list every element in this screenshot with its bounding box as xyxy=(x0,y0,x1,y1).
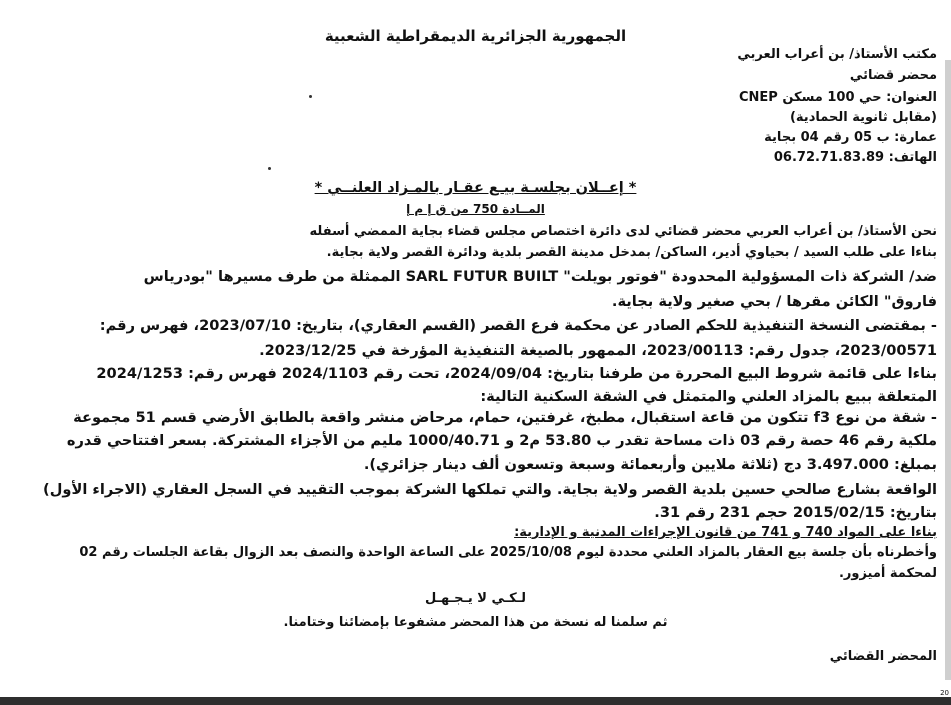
office-address-2: (مقابل ثانوية الحمادية) xyxy=(789,110,937,125)
body-line: بناءا على طلب السيد / بحياوي أدير، الساكن/ بمدخل مدينة القصر بلدية ودائرة القصر ولاية بجاية. xyxy=(326,245,937,260)
scan-bottom-band xyxy=(0,697,951,705)
scan-speck xyxy=(268,167,271,170)
body-line: لمحكمة أميزور. xyxy=(838,566,937,581)
body-line: - بمقتضى النسخة التنفيذية للحكم الصادر عن محكمة فرع القصر (القسم العقاري)، بتاريخ: 2023/07/10، فهرس رقم: xyxy=(99,317,937,334)
announcement-article: المــادة 750 من ق إ م إ xyxy=(406,202,545,216)
body-line: بتاريخ: 2015/02/15 حجم 231 رقم 31. xyxy=(654,504,937,521)
closing-notice: لـكـي لا يـجـهـل xyxy=(425,591,526,606)
body-line: نحن الأستاذ/ بن أعراب العربي محضر قضائي لدى دائرة اختصاص مجلس قضاء بجاية الممضي أسفله xyxy=(309,224,937,239)
closing-handover: ثم سلمنا له نسخة من هذا المحضر مشفوعا بإمضائنا وختامنا. xyxy=(283,615,668,630)
body-line: 2023/00571، جدول رقم: 2023/00113، الممهور بالصيغة التنفيذية المؤرخة في 2023/12/25. xyxy=(259,342,937,359)
announcement-title: * إعــلان بجلسـة بيـع عقـار بالمـزاد العلنــي * xyxy=(314,180,637,196)
office-phone: الهاتف: 06.72.71.83.89 xyxy=(773,150,937,165)
office-line-1: مكتب الأستاذ/ بن أعراب العربي xyxy=(737,47,937,62)
body-line: بمبلغ: 3.497.000 دج (ثلاثة ملايين وأربعمائة وسبعة وتسعون ألف دينار جزائري). xyxy=(363,456,937,473)
office-address-3: عمارة: ب 05 رقم 04 بجاية xyxy=(764,130,937,145)
body-line: بناءا على قائمة شروط البيع المحررة من طرفنا بتاريخ: 2024/09/04، تحت رقم 2024/1103 فهرس رقم: 2024/1253 xyxy=(96,365,937,382)
body-line: وأخطرناه بأن جلسة بيع العقار بالمزاد العلني محددة ليوم 2025/10/08 على الساعة الواحدة والنصف بعد الزوال بقاعة الجلسات رقم 02 xyxy=(79,545,937,560)
body-line: ضد/ الشركة ذات المسؤولية المحدودة "فوتور بويلت" SARL FUTUR BUILT الممثلة من طرف مسيرها "بودرياس xyxy=(143,268,937,285)
corner-code: 20 xyxy=(940,689,949,697)
bailiff-signature: المحضر القضائي xyxy=(829,649,937,664)
office-address-1: العنوان: حي 100 مسكن CNEP xyxy=(738,90,937,105)
body-line: ملكية رقم 46 حصة رقم 03 ذات مساحة تقدر ب 53.80 م2 و 1000/40.71 مليم من الأجزاء المشتركة. بسعر افتتاحي قدره xyxy=(66,432,937,449)
body-line: بناءا على المواد 740 و 741 من قانون الإجراءات المدنية و الإدارية: xyxy=(514,525,937,540)
office-line-2: محضر قضائي xyxy=(849,68,937,83)
scan-speck xyxy=(309,95,312,98)
body-line: - شقة من نوع f3 تتكون من قاعة استقبال، مطبخ، غرفتين، حمام، مرحاض منشر واقعة بالطابق الأرضي قسم 51 مجموعة xyxy=(73,409,937,426)
body-line: الواقعة بشارع صالحي حسين بلدية القصر ولاية بجاية. والتي تملكها الشركة بموجب التقييد في السجل العقاري (الاجراء الأول) xyxy=(43,481,937,498)
body-line: المتعلقة ببيع بالمزاد العلني والمتمثل في الشقة السكنية التالية: xyxy=(480,388,937,405)
scan-edge-right xyxy=(945,60,951,680)
document-heading: الجمهورية الجزائرية الديمقراطية الشعبية xyxy=(324,27,627,45)
body-line: فاروق" الكائن مقرها / بحي صغير ولاية بجاية. xyxy=(611,293,937,310)
